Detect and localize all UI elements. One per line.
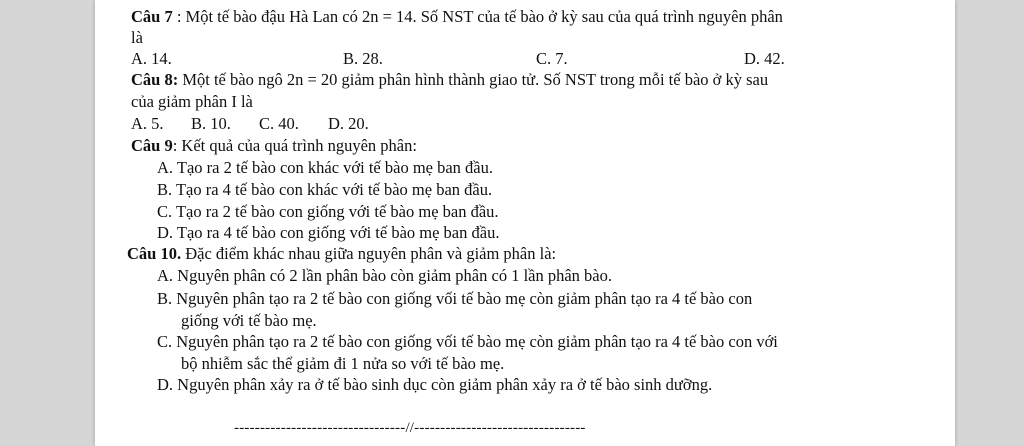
question-7-options (131, 49, 891, 69)
question-8-text: Một tế bào ngô 2n = 20 giảm phân hình thành giao tử. Số NST trong mỗi tế bào ở kỳ sau (178, 70, 769, 89)
question-8-option-b: B. 10. (191, 114, 231, 133)
question-10-option-c-continuation: bộ nhiễm sắc thể giảm đi 1 nửa so với tế bào mẹ. (181, 354, 505, 373)
question-7-option-a: A. 14. (131, 49, 172, 68)
question-8-line (131, 70, 768, 90)
question-10-option-b-continuation: giống với tế bào mẹ. (181, 311, 317, 330)
question-9-option-a: A. Tạo ra 2 tế bào con khác với tế bào mẹ ban đầu. (157, 158, 494, 177)
question-9-option-c: C. Tạo ra 2 tế bào con giống với tế bào mẹ ban đầu. (157, 202, 499, 221)
question-7-text-continuation: là (131, 28, 143, 47)
question-10-option-c: C. Nguyên phân tạo ra 2 tế bào con giống vối tế bào mẹ còn giảm phân tạo ra 4 tế bào con với (157, 332, 778, 351)
question-9-line (131, 136, 417, 156)
question-10-option-b: B. Nguyên phân tạo ra 2 tế bào con giống vối tế bào mẹ còn giảm phân tạo ra 4 tế bào con (157, 289, 753, 308)
question-7-text: : Một tế bào đậu Hà Lan có 2n = 14. Số NST của tế bào ở kỳ sau của quá trình nguyên phân (172, 7, 783, 26)
question-8-label: Câu 8: (131, 70, 179, 89)
question-10-line (127, 244, 556, 264)
question-7-option-d: D. 42. (744, 49, 785, 68)
document-page (95, 0, 955, 446)
question-7-label: Câu 7 (131, 7, 173, 26)
question-8-options (131, 114, 431, 134)
question-7-line (131, 7, 783, 27)
question-8-option-c: C. 40. (259, 114, 299, 133)
question-10-text: Đặc điểm khác nhau giữa nguyên phân và giảm phân là: (181, 244, 557, 263)
question-10-label: Câu 10. (127, 244, 182, 263)
question-9-option-b: B. Tạo ra 4 tế bào con khác với tế bào mẹ ban đầu. (157, 180, 493, 199)
question-7-option-b: B. 28. (343, 49, 383, 68)
footer-separator: ---------------------------------//--------------------------------- (234, 420, 586, 436)
question-10-option-d: D. Nguyên phân xảy ra ở tế bào sinh dục còn giảm phân xảy ra ở tế bào sinh dưỡng. (157, 375, 713, 394)
question-9-text: : Kết quả của quá trình nguyên phân: (172, 136, 417, 155)
question-7-option-c: C. 7. (536, 49, 568, 68)
question-8-option-a: A. 5. (131, 114, 164, 133)
question-9-option-d: D. Tạo ra 4 tế bào con giống với tế bào mẹ ban đầu. (157, 223, 500, 242)
question-8-text-continuation: của giảm phân I là (131, 92, 253, 111)
question-10-option-a: A. Nguyên phân có 2 lần phân bào còn giảm phân có 1 lần phân bào. (157, 266, 612, 285)
question-9-label: Câu 9 (131, 136, 173, 155)
question-8-option-d: D. 20. (328, 114, 369, 133)
